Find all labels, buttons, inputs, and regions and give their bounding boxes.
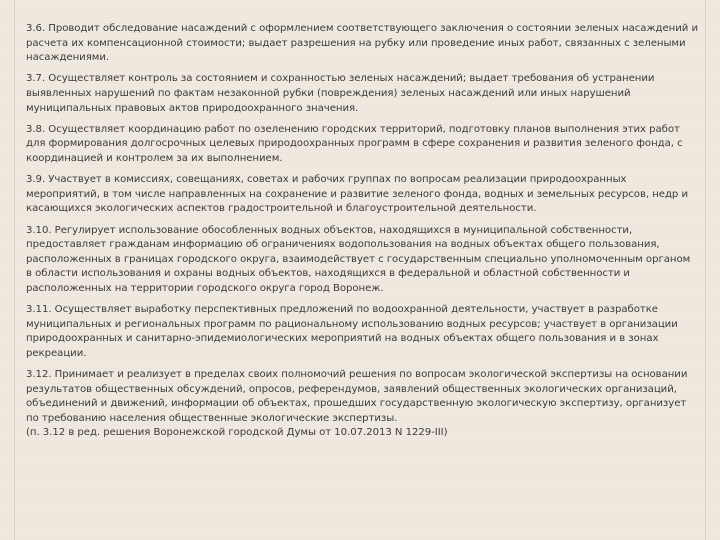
paragraph-3-7: 3.7. Осуществляет контроль за состоянием и сохранностью зеленых насаждений; выдает требования об устранении выявленных нарушений по фактам незаконной рубки (повреждения) зеленых насаждений или иных нарушений муниципальных правовых актов природоохранного значения. xyxy=(26,73,655,114)
paragraph-3-11: 3.11. Осуществляет выработку перспективных предложений по водоохранной деятельности, участвует в разработке муниципальных и региональных программ по рациональному использованию водных ресурсов; участвует в организации природоохранных и санитарно-эпидемиологических мероприятий на водных объектах общего пользования и в зонах рекреации. xyxy=(26,304,678,359)
right-border-line xyxy=(705,0,706,540)
amendment-footnote: (п. 3.12 в ред. решения Воронежской городской Думы от 10.07.2013 N 1229-III) xyxy=(26,427,448,439)
left-border-line xyxy=(14,0,15,540)
paragraph-3-9: 3.9. Участвует в комиссиях, совещаниях, советах и рабочих группах по вопросам реализации природоохранных мероприятий, в том числе направленных на сохранение и развитие зеленого фонда, водных и земельных ресурсов, недр и касающихся экологических аспектов градостроительной и благоустроительной деятельности. xyxy=(26,174,688,215)
paragraph-3-12-block xyxy=(26,368,698,441)
paragraph-3-6: 3.6. Проводит обследование насаждений с оформлением соответствующего заключения о состоянии зеленых насаждений и расчета их компенсационной стоимости; выдает разрешения на рубку или проведение иных работ, связанных с зелеными насаждениями. xyxy=(26,23,698,64)
paragraph-3-8: 3.8. Осуществляет координацию работ по озеленению городских территорий, подготовку планов выполнения этих работ для формирования долгосрочных целевых природоохранных программ в сфере сохранения и развития зеленого фонда, с координацией и контролем за их выполнением. xyxy=(26,123,683,164)
document-body xyxy=(26,22,698,448)
paragraph-3-12: 3.12. Принимает и реализует в пределах своих полномочий решения по вопросам экологической экспертизы на основании результатов общественных обсуждений, опросов, референдумов, заявлений общественных экологических организаций, объединений и движений, информации об объектах, прошедших государственную экологическую экспертизу, организует по требованию населения общественные экологические экспертизы. xyxy=(26,369,688,424)
paragraph-3-10: 3.10. Регулирует использование обособленных водных объектов, находящихся в муниципальной собственности, предоставляет гражданам информацию об ограничениях водопользования на водных объектах общего пользования, расположенных в границах городского округа, взаимодействует с государственным специально уполномоченным органом в области использования и охраны водных объектов, находящихся в федеральной и областной собственности и расположенных на территории городского округа город Воронеж. xyxy=(26,224,691,294)
